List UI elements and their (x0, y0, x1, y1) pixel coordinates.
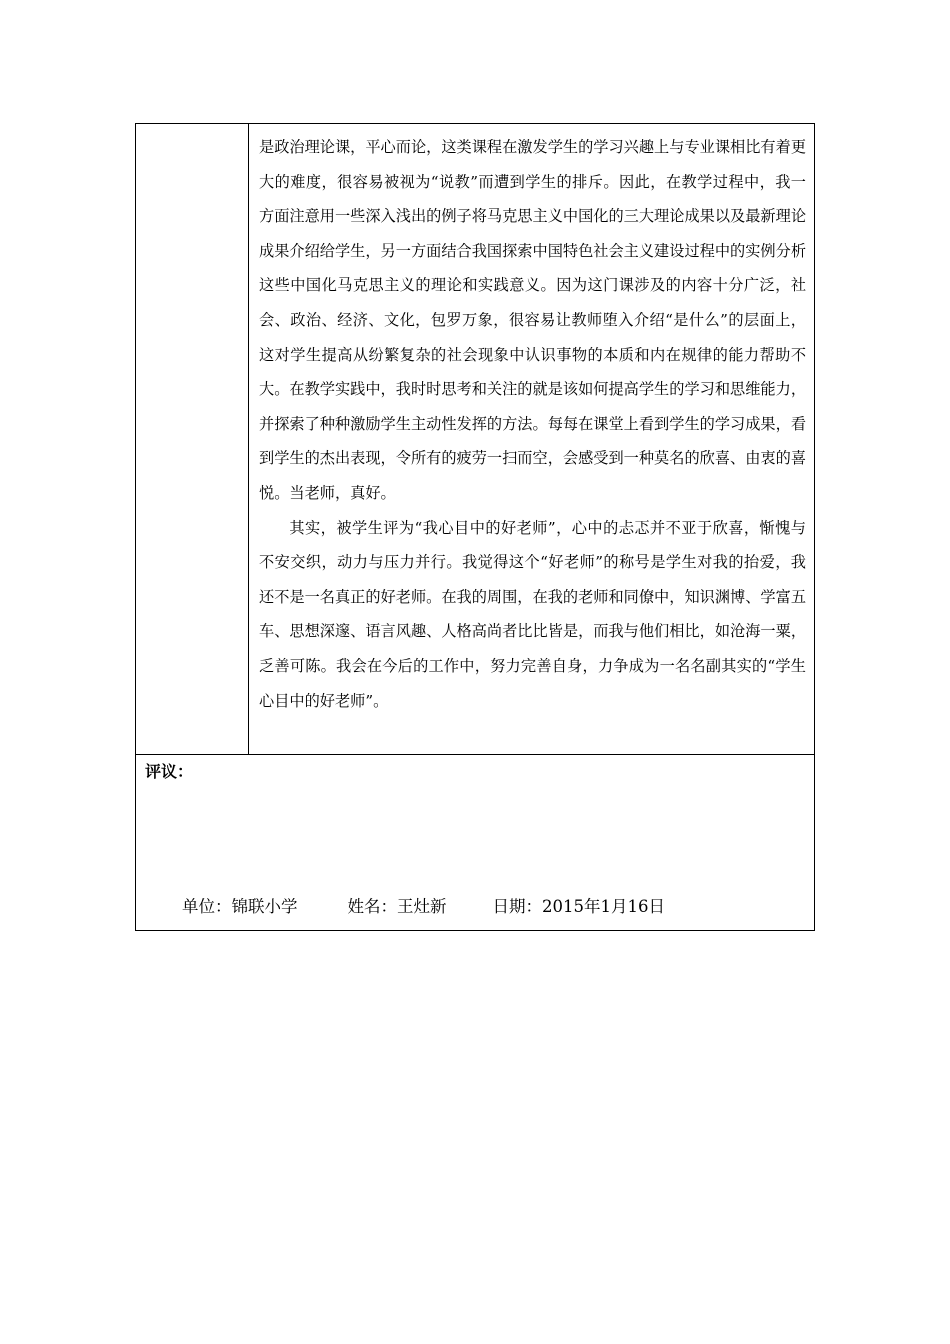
name-field: 姓名：王灶新 (347, 897, 447, 916)
signature-line (182, 893, 665, 917)
comment-label: 评议： (145, 762, 194, 781)
body-text-cell (249, 124, 814, 754)
left-label-cell (136, 124, 249, 754)
comment-cell (136, 755, 814, 931)
date-field: 日期：2015年1月16日 (492, 897, 665, 916)
document-table (135, 123, 815, 931)
unit-field: 单位：锦联小学 (182, 897, 298, 916)
paragraph-2: 其实，被学生评为“我心目中的好老师”，心中的忐忑并不亚于欣喜，惭愧与不安交织，动力与压力并行。我觉得这个“好老师”的称号是学生对我的抬爱，我还不是一名真正的好老师。在我的周围，在我的老师和同僚中，知识渊博、学富五车、思想深邃、语言风趣、人格高尚者比比皆是，而我与他们相比，如沧海一粟，乏善可陈。我会在今后的工作中，努力完善自身，力争成为一名名副其实的“学生心目中的好老师”。 (259, 518, 806, 710)
paragraph-1: 是政治理论课，平心而论，这类课程在激发学生的学习兴趣上与专业课相比有着更大的难度，很容易被视为“说教”而遭到学生的排斥。因此，在教学过程中，我一方面注意用一些深入浅出的例子将马克思主义中国化的三大理论成果以及最新理论成果介绍给学生，另一方面结合我国探索中国特色社会主义建设过程中的实例分析这些中国化马克思主义的理论和实践意义。因为这门课涉及的内容十分广泛，社会、政治、经济、文化，包罗万象，很容易让教师堕入介绍“是什么”的层面上，这对学生提高从纷繁复杂的社会现象中认识事物的本质和内在规律的能力帮助不大。在教学实践中，我时时思考和关注的就是该如何提高学生的学习和思维能力，并探索了种种激励学生主动性发挥的方法。每每在课堂上看到学生的学习成果，看到学生的杰出表现，令所有的疲劳一扫而空，会感受到一种莫名的欣喜、由衷的喜悦。当老师，真好。 (259, 138, 806, 502)
